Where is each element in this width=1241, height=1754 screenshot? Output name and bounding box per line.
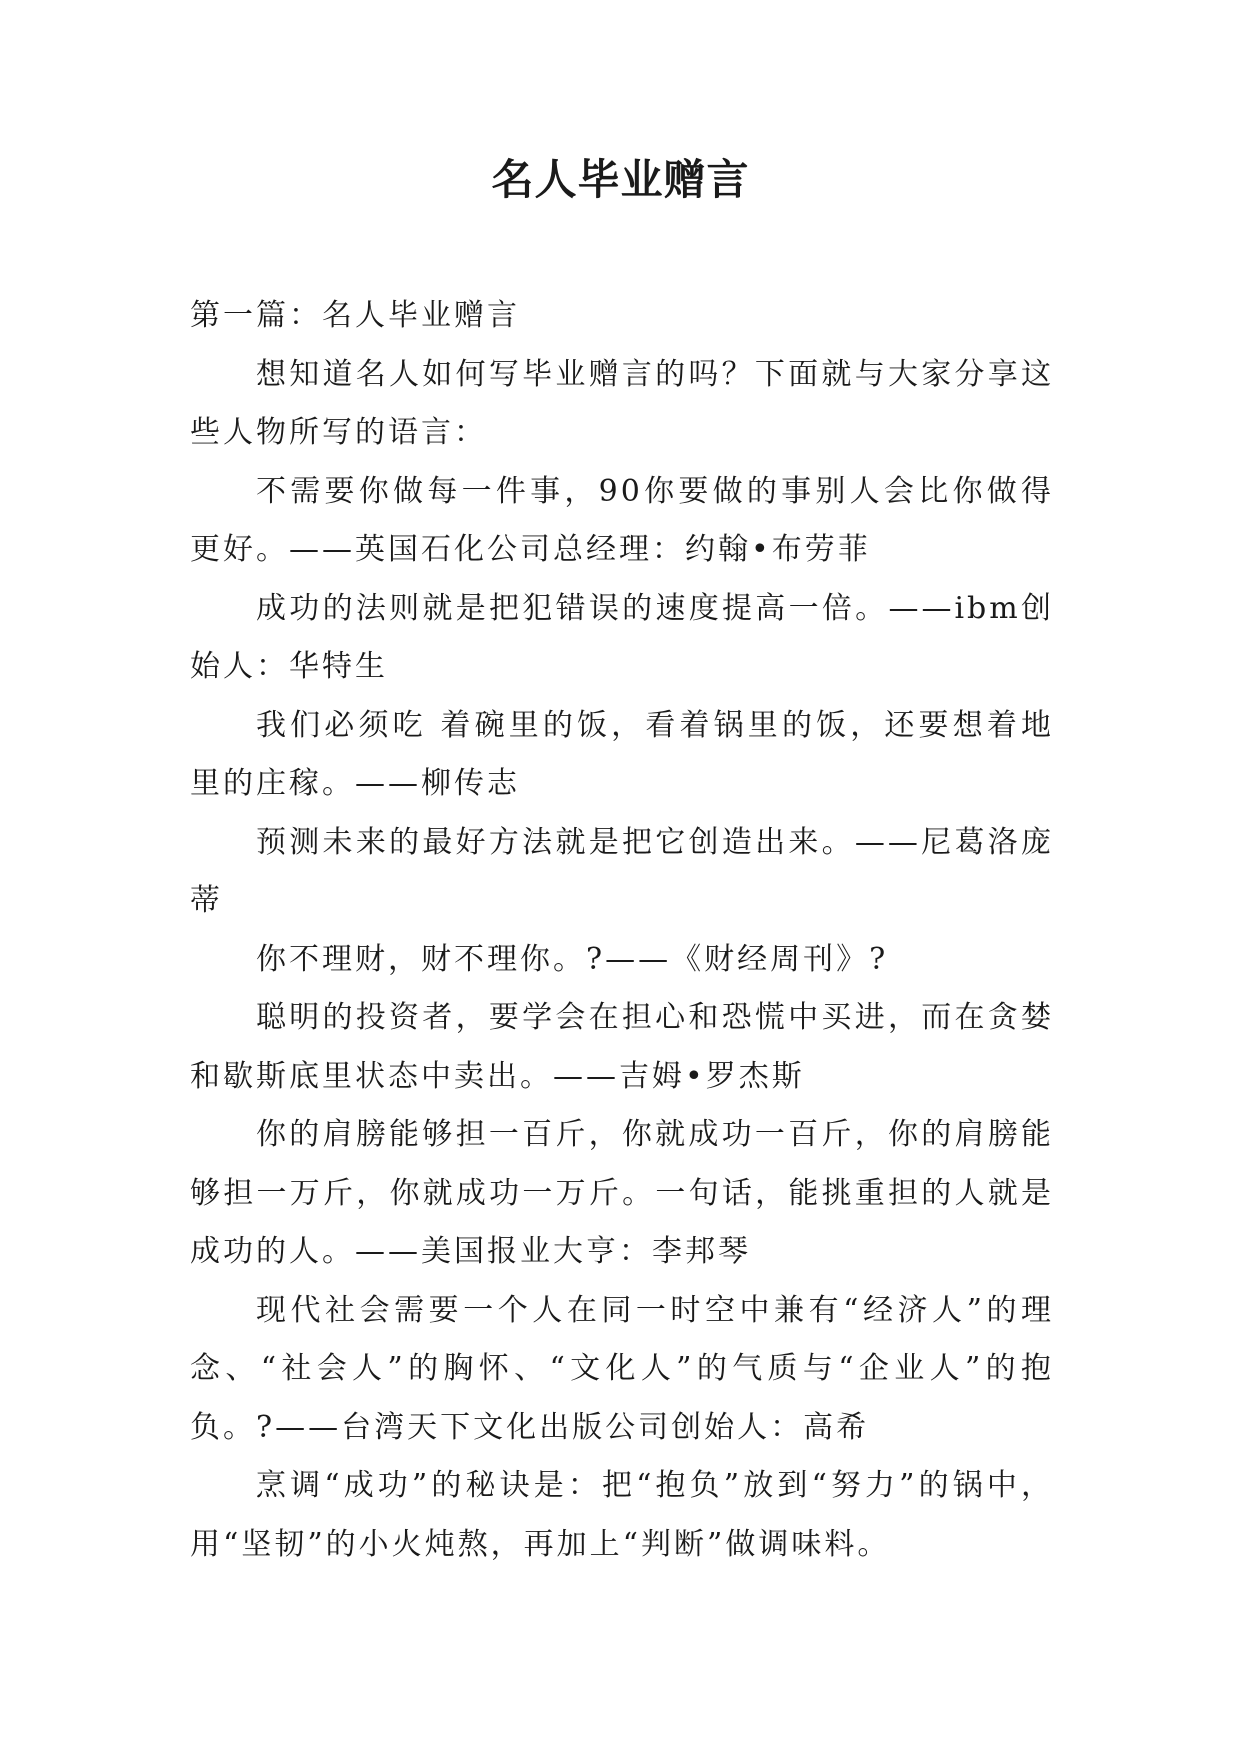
document-body — [190, 287, 1054, 1574]
quote-paragraph: 成功的法则就是把犯错误的速度提高一倍。——ibm创始人：华特生 — [190, 590, 1054, 684]
quote-paragraph: 现代社会需要一个人在同一时空中兼有“经济人”的理念、“社会人”的胸怀、“文化人”的气质与“企业人”的抱负。?——台湾天下文化出版公司创始人：高希 — [190, 1292, 1054, 1445]
quote-paragraph: 我们必须吃 着碗里的饭，看着锅里的饭，还要想着地里的庄稼。——柳传志 — [190, 707, 1054, 801]
section-heading: 第一篇：名人毕业赠言 — [190, 298, 520, 333]
document-title: 名人毕业赠言 — [491, 155, 750, 204]
intro-paragraph: 想知道名人如何写毕业赠言的吗？下面就与大家分享这些人物所写的语言： — [190, 356, 1054, 450]
quote-paragraph: 聪明的投资者，要学会在担心和恐慌中买进，而在贪婪和歇斯底里状态中卖出。——吉姆•罗杰斯 — [190, 1000, 1054, 1094]
quote-paragraph: 你的肩膀能够担一百斤，你就成功一百斤，你的肩膀能够担一万斤，你就成功一万斤。一句话，能挑重担的人就是成功的人。——美国报业大亨：李邦琴 — [190, 1117, 1054, 1269]
quote-paragraph: 不需要你做每一件事，90你要做的事别人会比你做得更好。——英国石化公司总经理：约翰•布劳菲 — [190, 473, 1054, 567]
quote-paragraph: 预测未来的最好方法就是把它创造出来。——尼葛洛庞蒂 — [190, 824, 1054, 918]
quote-paragraph: 你不理财，财不理你。?——《财经周刊》? — [256, 941, 889, 977]
quote-paragraph: 烹调“成功”的秘诀是：把“抱负”放到“努力”的锅中，用“坚韧”的小火炖熬，再加上“判断”做调味料。 — [190, 1468, 1054, 1562]
